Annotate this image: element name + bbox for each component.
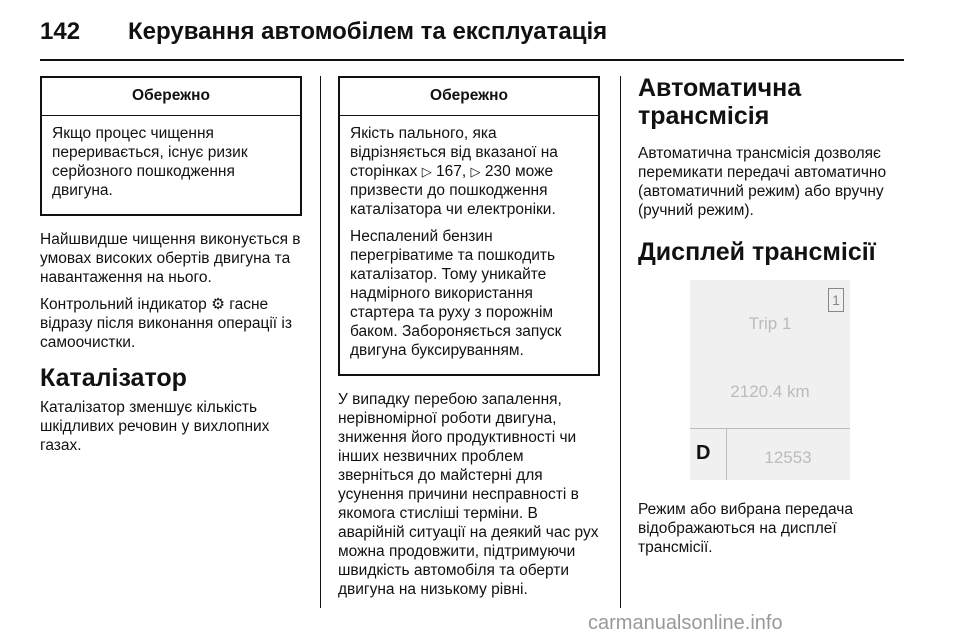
display-odometer: 12553 (764, 448, 812, 467)
transmission-display-illustration (690, 280, 850, 480)
paragraph: Автоматична трансмісія дозволяє перемикати передачі автоматично (автоматичний режим) або вручну (ручний режим). (638, 145, 887, 219)
caution-text-part: Якість пального, яка відрізняється від вказаної на сторінках (350, 125, 558, 180)
column-1 (40, 76, 302, 463)
display-distance: 2120.4 km (730, 382, 810, 401)
caution-title: Обережно (340, 78, 598, 116)
paragraph: Найшвидше чищення виконується в умовах високих обертів двигуна та навантаження на нього. (40, 231, 301, 286)
indicator-icon: ⚙ (211, 296, 225, 313)
display-gear-indicator: D (696, 442, 711, 464)
page-ref[interactable]: 230 (484, 163, 511, 180)
header-rule (40, 59, 904, 61)
paragraph: Режим або вибрана передача відображаються на дисплеї трансмісії. (638, 501, 853, 556)
paragraph: У випадку перебою запалення, нерівномірної роботи двигуна, зниження його продуктивності чи інших незвичних проблем зверніться до майстерні для усунення причини несправності в якомога стисліші терміни. В аварійній ситуації на деякий час рух можна продовжити, підтримуючи швидкість автомобіля та оберти двигуна на низькому рівні. (338, 391, 599, 598)
caution-box (338, 76, 600, 376)
page-ref-arrow-icon: ▷ (421, 164, 432, 179)
paragraph: Каталізатор зменшує кількість шкідливих речовин у вихлопних газах. (40, 399, 270, 454)
caution-box (40, 76, 302, 216)
column-divider-1 (320, 76, 321, 608)
caution-text-part: , (461, 163, 471, 180)
page-title: Керування автомобілем та експлуатація (128, 18, 608, 45)
caution-text-part: може призвести до пошкодження каталізатора чи електроніки. (350, 163, 556, 218)
display-separator (690, 428, 850, 429)
caution-text: Неспалений бензин перегріватиме та пошкодить каталізатор. Тому уникайте надмірного використання стартера та руху з порожнім баком. Забороняється запуск двигуна буксируванням. (350, 228, 562, 359)
column-divider-2 (620, 76, 621, 608)
display-trip-label: Trip 1 (748, 314, 792, 333)
display-corner-indicator: 1 (828, 288, 844, 312)
page-ref[interactable]: 167 (436, 163, 462, 180)
paragraph-text: Контрольний індикатор (40, 296, 212, 313)
paragraph (40, 295, 302, 352)
caution-text (350, 124, 588, 219)
page-number: 142 (40, 18, 81, 45)
caution-title: Обережно (42, 78, 300, 116)
watermark: carmanualsonline.info (588, 612, 783, 634)
paragraph-text: гасне відразу після виконання операції із самоочистки. (40, 296, 292, 351)
column-2 (338, 76, 600, 607)
section-heading: Дисплей трансмісії (638, 238, 876, 266)
caution-text: Якщо процес чищення переривається, існує ризик серйозного пошкодження двигуна. (52, 125, 248, 199)
section-heading: Каталізатор (40, 364, 187, 392)
page-ref-arrow-icon: ▷ (470, 164, 481, 179)
column-3-bottom (638, 500, 908, 565)
column-3 (638, 66, 908, 272)
section-heading: Автоматична трансмісія (638, 74, 802, 130)
